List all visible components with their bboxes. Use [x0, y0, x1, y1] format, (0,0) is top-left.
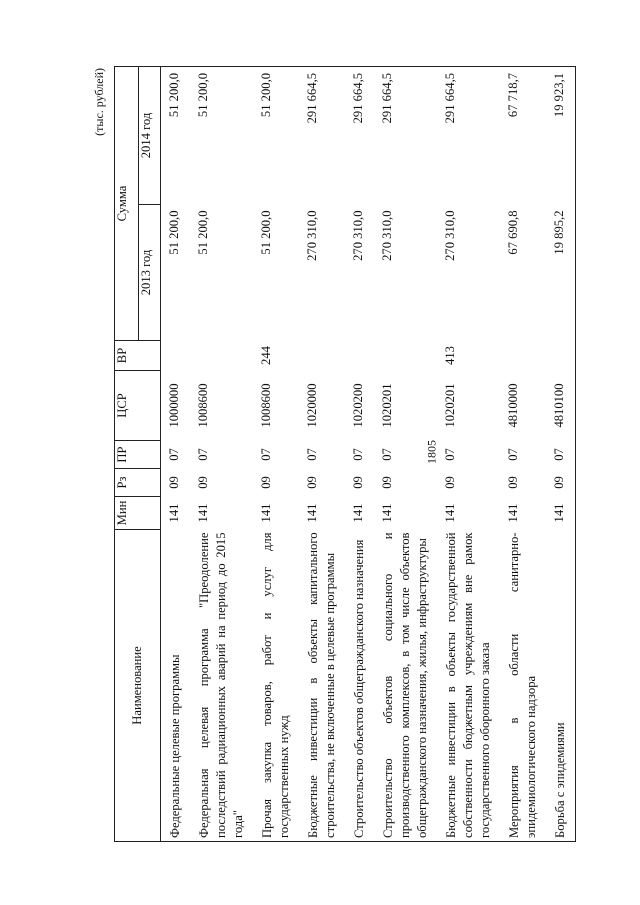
cell-min: 141 — [259, 503, 273, 523]
page-number: 1805 — [424, 440, 439, 464]
header-vr: ВР — [115, 341, 161, 371]
cell-name: Бюджетные инвестиции в объекты капитального строительства, не включенные в целевые программы — [299, 530, 345, 842]
cell-min: 141 — [546, 497, 576, 530]
cell-csr: 1020201 — [443, 383, 457, 428]
cell-pr: 07 — [443, 448, 457, 461]
cell-vr — [345, 341, 374, 371]
cell-min: 141 — [305, 503, 319, 523]
cell-rz: 09 — [443, 476, 457, 489]
cell-rz: 09 — [259, 476, 273, 489]
cell-y2014: 19 923,1 — [546, 66, 576, 204]
cell-y2014: 291 664,5 — [345, 66, 374, 204]
table-row — [345, 66, 374, 841]
cell-min: 141 — [506, 503, 520, 523]
cell-vr — [190, 341, 253, 371]
cell-y2014: 51 200,0 — [161, 66, 191, 204]
cell-min: 141 — [351, 503, 365, 523]
cell-y2013: 270 310,0 — [351, 210, 365, 261]
cell-name: Федеральная целевая программа "Преодоление последствий радиационных аварий на период до 2015 года" — [190, 530, 253, 842]
cell-vr — [546, 341, 576, 371]
table-row — [299, 66, 345, 841]
table-row — [161, 66, 191, 841]
cell-csr: 1008600 — [259, 383, 273, 428]
cell-pr: 07 — [305, 448, 319, 461]
cell-y2013: 270 310,0 — [380, 210, 394, 261]
budget-table-sheet — [92, 67, 567, 842]
cell-csr: 1020201 — [380, 383, 394, 428]
cell-name: Бюджетные инвестиции в объекты государственной собственности бюджетным учреждениям вне рамок государственного оборонного заказа — [437, 530, 500, 842]
cell-min: 141 — [443, 503, 457, 523]
cell-pr: 07 — [380, 448, 394, 461]
cell-y2013: 51 200,0 — [196, 210, 210, 255]
cell-vr: 244 — [259, 346, 273, 365]
header-name: Наименование — [115, 530, 161, 842]
cell-vr — [500, 341, 546, 371]
cell-name: Прочая закупка товаров, работ и услуг для государственных нужд — [253, 530, 299, 842]
table-row — [546, 66, 576, 841]
cell-pr: 07 — [167, 448, 181, 461]
cell-y2013: 51 200,0 — [167, 210, 181, 255]
cell-rz: 09 — [196, 476, 210, 489]
table-row — [253, 66, 299, 841]
cell-name: Строительство объектов социального и производственного комплексов, в том числе объектов общегражданского назначения, жилья, инфраструктуры — [374, 530, 437, 842]
cell-name: Строительство объектов общегражданского назначения — [345, 530, 374, 842]
cell-csr: 4810000 — [506, 383, 520, 428]
header-2014: 2014 год — [139, 66, 161, 204]
cell-y2014: 51 200,0 — [190, 66, 253, 204]
units-note: (тыс. рублей) — [92, 68, 106, 136]
cell-pr: 07 — [546, 441, 576, 469]
cell-csr: 1000000 — [167, 383, 181, 428]
cell-min: 141 — [196, 503, 210, 523]
header-csr: ЦСР — [115, 371, 161, 441]
table-row — [374, 66, 437, 841]
cell-pr: 07 — [196, 448, 210, 461]
cell-y2014: 291 664,5 — [437, 66, 500, 204]
cell-csr: 1020200 — [351, 383, 365, 428]
cell-y2014: 291 664,5 — [374, 66, 437, 204]
cell-y2013: 67 690,8 — [506, 210, 520, 255]
cell-vr — [299, 341, 345, 371]
header-pr: ПР — [115, 441, 161, 469]
cell-csr: 1020000 — [305, 383, 319, 428]
table-row — [500, 66, 546, 841]
cell-pr: 07 — [351, 448, 365, 461]
cell-min: 141 — [167, 503, 181, 523]
cell-y2014: 67 718,7 — [500, 66, 546, 204]
cell-rz: 09 — [380, 476, 394, 489]
header-rz: Рз — [115, 469, 161, 497]
cell-name: Борьба с эпидемиями — [546, 530, 576, 842]
cell-y2014: 51 200,0 — [253, 66, 299, 204]
header-min: Мин — [115, 497, 161, 530]
budget-table — [114, 66, 576, 842]
cell-name: Мероприятия в области санитарно-эпидемиологического надзора — [500, 530, 546, 842]
cell-vr: 413 — [443, 346, 457, 365]
cell-csr: 4810100 — [546, 371, 576, 441]
cell-rz: 09 — [305, 476, 319, 489]
header-2013: 2013 год — [139, 205, 161, 341]
header-sum: Сумма — [115, 66, 139, 340]
cell-rz: 09 — [351, 476, 365, 489]
cell-y2013: 19 895,2 — [546, 205, 576, 341]
cell-y2013: 270 310,0 — [305, 210, 319, 261]
cell-rz: 09 — [546, 469, 576, 497]
cell-y2014: 291 664,5 — [299, 66, 345, 204]
cell-pr: 07 — [506, 448, 520, 461]
cell-vr — [161, 341, 191, 371]
cell-y2013: 270 310,0 — [443, 210, 457, 261]
cell-csr: 1008600 — [196, 383, 210, 428]
cell-vr — [374, 341, 437, 371]
cell-y2013: 51 200,0 — [259, 210, 273, 255]
table-row — [437, 66, 500, 841]
table-row — [190, 66, 253, 841]
cell-min: 141 — [380, 503, 394, 523]
cell-rz: 09 — [167, 476, 181, 489]
cell-name: Федеральные целевые программы — [161, 530, 191, 842]
cell-rz: 09 — [506, 476, 520, 489]
cell-pr: 07 — [259, 448, 273, 461]
